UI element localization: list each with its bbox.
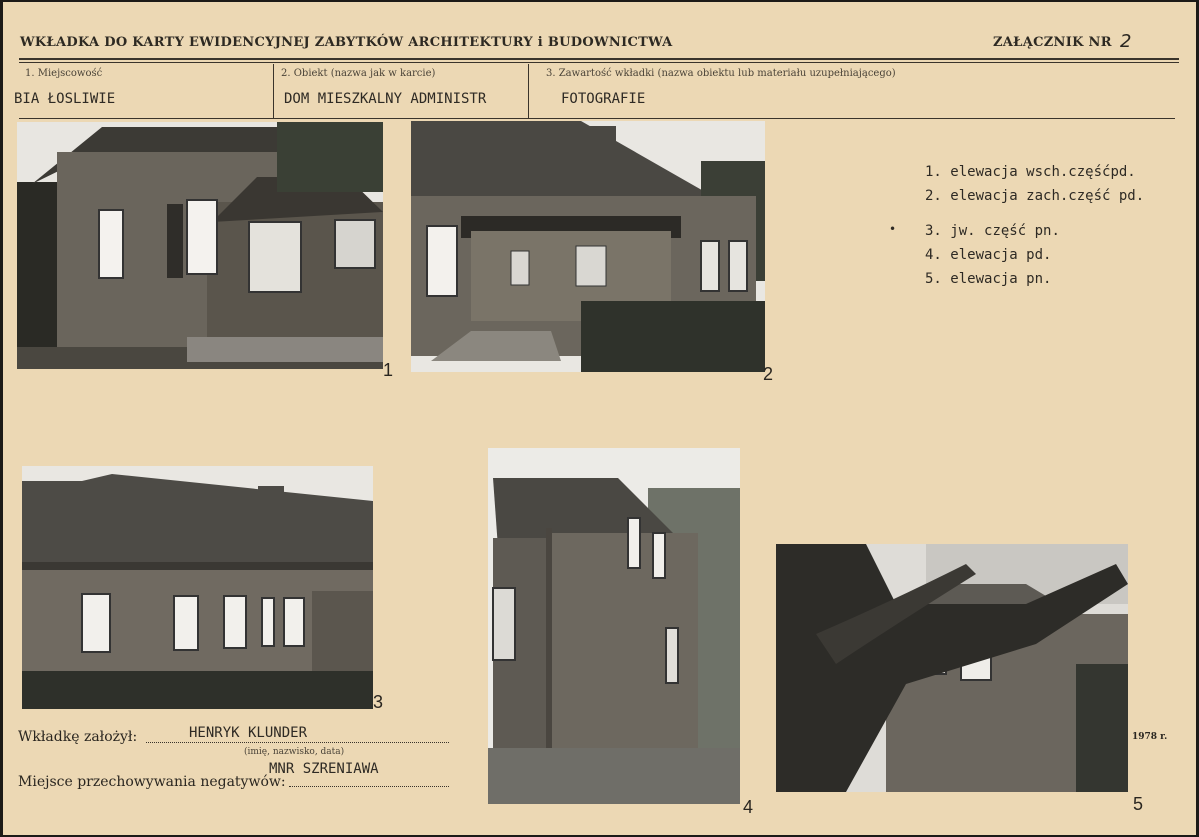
field-label-object: 2. Obiekt (nazwa jak w karcie) — [281, 68, 436, 79]
field-divider — [273, 64, 274, 118]
photo-number-4: 4 — [743, 797, 754, 817]
photo-number-1: 1 — [383, 360, 394, 380]
storage-value: MNR SZRENIAWA — [269, 761, 379, 777]
author-value: HENRYK KLUNDER — [189, 725, 308, 741]
caption-item: 1. elewacja wsch.częśćpd. — [925, 164, 1136, 180]
caption-item: 5. elewacja pn. — [925, 271, 1052, 287]
author-hint: (imię, nazwisko, data) — [244, 747, 345, 757]
photo-number-3: 3 — [373, 692, 384, 712]
photo-4 — [488, 448, 740, 804]
author-dotline — [146, 742, 449, 743]
header-rule — [19, 58, 1179, 60]
year-stamp: 1978 r. — [1132, 732, 1168, 742]
photo-5 — [776, 544, 1128, 792]
field-value-place: BIA ŁOSLIWIE — [14, 91, 116, 107]
field-divider — [528, 64, 529, 118]
photo-number-5: 5 — [1133, 794, 1144, 814]
margin-dot: • — [889, 222, 897, 236]
sheet-title: WKŁADKA DO KARTY EWIDENCYJNEJ ZABYTKÓW ARCHITEKTURY i BUDOWNICTWA — [20, 35, 673, 50]
field-value-object: DOM MIESZKALNY ADMINISTR — [284, 91, 487, 107]
photo-2 — [411, 121, 765, 372]
storage-dotline — [289, 786, 449, 787]
record-sheet — [3, 2, 1196, 835]
attachment-label: ZAŁĄCZNIK NR — [993, 35, 1112, 50]
photo-1 — [17, 122, 383, 369]
captions-list — [925, 160, 1144, 291]
header-rule-thin — [19, 62, 1179, 63]
photo-number-2: 2 — [763, 364, 774, 384]
field-label-content: 3. Zawartość wkładki (nazwa obiektu lub materiału uzupełniającego) — [546, 68, 896, 79]
caption-item: 3. jw. część pn. — [925, 223, 1060, 239]
photo-3 — [22, 466, 373, 709]
attachment-number: 2 — [1120, 31, 1132, 52]
fields-rule — [19, 118, 1175, 119]
field-label-place: 1. Miejscowość — [25, 68, 103, 79]
storage-label: Miejsce przechowywania negatywów: — [18, 774, 286, 790]
field-value-content: FOTOGRAFIE — [561, 91, 646, 107]
caption-item: 2. elewacja zach.część pd. — [925, 188, 1145, 204]
author-label: Wkładkę założył: — [18, 729, 138, 745]
caption-item: 4. elewacja pd. — [925, 247, 1052, 263]
